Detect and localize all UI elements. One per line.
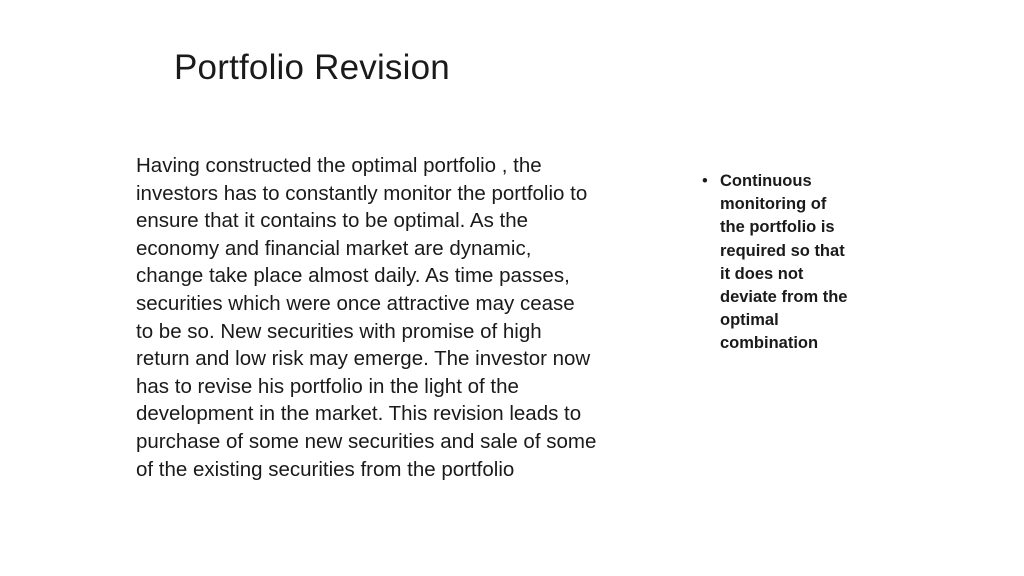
slide-title: Portfolio Revision	[174, 48, 450, 87]
bullet-item	[700, 170, 890, 356]
body-line: economy and financial market are dynamic,	[136, 236, 532, 260]
bullet-dot-icon: •	[702, 172, 708, 190]
bullet-line: the portfolio is	[720, 218, 835, 237]
body-line: Having constructed the optimal portfolio , the	[136, 154, 542, 177]
body-line: development in the market. This revision leads to	[136, 402, 582, 426]
bullet-line: monitoring of	[720, 195, 827, 214]
body-paragraph	[136, 152, 676, 483]
body-line: purchase of some new securities and sale of some	[136, 429, 597, 453]
body-line: return and low risk may emerge. The investor now	[136, 347, 591, 371]
body-line: securities which were once attractive may cease	[136, 291, 575, 315]
bullet-line: combination	[720, 334, 819, 353]
body-line: of the existing securities from the portfolio	[136, 457, 515, 481]
bullet-line: it does not	[720, 264, 804, 283]
body-line: change take place almost daily. As time passes,	[136, 264, 570, 288]
bullet-line: deviate from the	[720, 288, 848, 307]
body-line: ensure that it contains to be optimal. As the	[136, 209, 529, 233]
bullet-line: optimal	[720, 311, 779, 330]
bullet-list	[700, 170, 890, 356]
body-line: to be so. New securities with promise of high	[136, 319, 542, 343]
body-line: investors has to constantly monitor the portfolio to	[136, 181, 588, 205]
body-line: has to revise his portfolio in the light of the	[136, 374, 519, 398]
bullet-line: Continuous	[720, 172, 812, 190]
bullet-line: required so that	[720, 241, 845, 260]
